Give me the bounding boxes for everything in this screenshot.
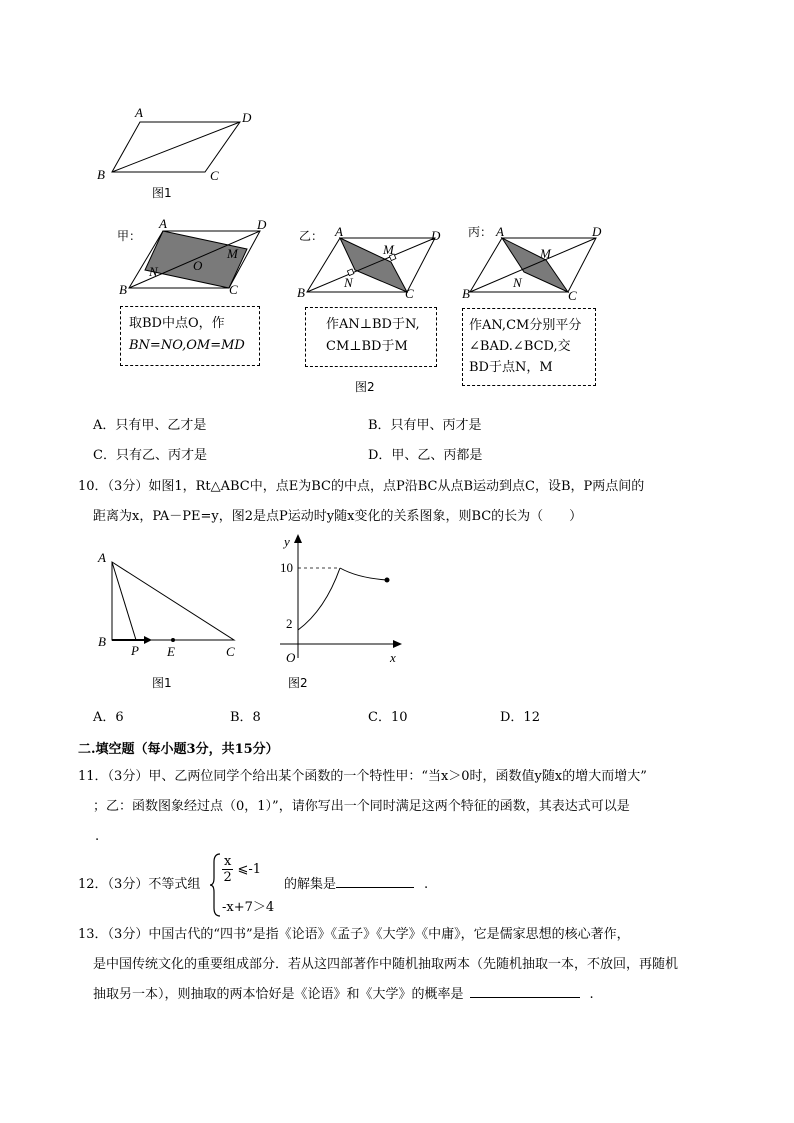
figure-2-jia (115, 216, 280, 298)
q10-option-a[interactable]: A．6 (93, 710, 124, 725)
q12-answer-blank[interactable] (336, 887, 414, 888)
yi-tag: 乙： (299, 229, 324, 243)
label-b: B (97, 167, 105, 182)
q10-label-p: P (131, 643, 139, 658)
curve-endpoint (385, 578, 390, 583)
q10-option-b[interactable]: B．8 (230, 710, 261, 725)
yi-label-a: A (335, 224, 343, 239)
q10-figure-2-graph (270, 530, 410, 690)
q12-suffix-text: 的解集是 (284, 877, 337, 892)
figure-1-parallelogram (90, 100, 280, 210)
bing-label-d: D (592, 224, 602, 239)
point-e (171, 638, 175, 642)
x-axis-arrow (393, 640, 402, 648)
figure-2-bing (460, 220, 615, 302)
bing-box-line2: ∠BAD.∠BCD,交 (469, 339, 571, 354)
q10-line1: 10．（3分）如图1，Rt△ABC中，点E为BC的中点，点P沿BC从点B运动到点C，设B，P两点间的 (78, 479, 645, 494)
yi-label-d: D (431, 228, 441, 243)
q12-brace (210, 852, 222, 918)
yi-box-line1: 作AN⊥BD于N, (326, 317, 420, 332)
q12-frac-num: x (224, 854, 232, 869)
q13-line3 (93, 986, 594, 1004)
q11-line1: 11．（3分）甲、乙两位同学个给出某个函数的一个特性甲：“当x＞0时，函数值y随x的增大而增大” (78, 769, 647, 784)
q12-inequality-2: -x+7＞4 (222, 900, 275, 915)
q10-figure-1-triangle (90, 540, 250, 690)
q9-option-b[interactable]: B．只有甲、丙才是 (368, 418, 482, 433)
q12-prefix: 12．（3分）不等式组 (78, 877, 201, 892)
q10-line2: 距离为x，PA－PE=y，图2是点P运动时y随x变化的关系图象，则BC的长为（ ） (93, 509, 583, 524)
q13-line2: 是中国传统文化的重要组成部分．若从这四部著作中随机抽取两本（先随机抽取一本，不放回，再随机 (93, 957, 679, 972)
q11-line2: ；乙：函数图象经过点（0，1）”，请你写出一个同时满足这两个特征的函数，其表达式可以是 (93, 799, 630, 814)
axis-label-y: y (284, 534, 290, 549)
yi-label-m: M (383, 242, 394, 257)
q10-figure-1-caption: 图1 (152, 676, 172, 690)
q10-label-c: C (226, 644, 235, 659)
origin-label: O (286, 650, 296, 665)
segment-ap (112, 562, 136, 640)
bing-shaded-quad (502, 238, 568, 292)
label-c: C (210, 168, 219, 183)
bing-label-a: A (496, 224, 504, 239)
label-a: A (135, 105, 143, 120)
q9-option-d[interactable]: D．甲、乙、丙都是 (368, 448, 483, 463)
q10-option-d[interactable]: D．12 (500, 710, 540, 725)
bing-label-c: C (568, 288, 577, 303)
label-d: D (242, 110, 252, 125)
jia-label-d: D (257, 217, 267, 232)
curve-falling (340, 568, 387, 580)
triangle-abc (112, 562, 234, 640)
tick-label-10: 10 (280, 560, 293, 575)
bing-label-b: B (462, 286, 470, 301)
bing-tag: 丙： (468, 225, 493, 239)
jia-description-box (120, 306, 260, 366)
jia-label-c: C (229, 282, 238, 297)
q9-option-a[interactable]: A．只有甲、乙才是 (93, 418, 207, 433)
jia-label-o: O (193, 258, 203, 273)
jia-label-b: B (119, 282, 127, 297)
q11-line3: . (95, 829, 100, 844)
bing-diagonal-bd (470, 238, 596, 292)
yi-label-c: C (405, 286, 414, 301)
diagonal-bd (112, 122, 240, 172)
curve-rising (298, 568, 340, 630)
bing-description-box (462, 308, 596, 386)
q9-option-c[interactable]: C．只有乙、丙才是 (93, 448, 207, 463)
bing-label-n: N (513, 275, 522, 290)
section-2-heading: 二.填空题（每小题3分，共15分） (78, 742, 279, 757)
figure-1-caption: 图1 (152, 186, 172, 200)
jia-tag: 甲： (117, 229, 142, 243)
axis-label-x: x (390, 650, 396, 665)
q12-ineq1-rest: ⩽-1 (237, 862, 262, 877)
jia-box-line2: BN=NO,OM=MD (129, 338, 245, 353)
yi-description-box (305, 307, 437, 367)
jia-box-line1: 取BD中点O，作 (129, 316, 225, 331)
q13-line1: 13．（3分）中国古代的“四书”是指《论语》《孟子》《大学》《中庸》，它是儒家思想的核心著作， (78, 927, 630, 942)
bing-box-line1: 作AN,CM分别平分 (469, 318, 582, 333)
yi-label-n: N (344, 275, 353, 290)
q10-figure-2-caption: 图2 (288, 676, 308, 690)
bing-box-line3: BD于点N，M (469, 360, 553, 375)
q13-answer-blank[interactable] (470, 997, 580, 998)
jia-label-m: M (227, 246, 238, 261)
figure-2-caption: 图2 (355, 380, 375, 394)
tick-label-2: 2 (286, 616, 293, 631)
q13-end: . (589, 987, 594, 1002)
q10-option-c[interactable]: C．10 (368, 710, 408, 725)
figure-2-yi (295, 222, 450, 300)
arrow-head (144, 636, 152, 644)
q10-label-a: A (98, 550, 106, 565)
q12-inequality-1 (222, 854, 261, 885)
jia-label-n: N (149, 264, 158, 279)
yi-box-line2: CM⊥BD于M (326, 339, 408, 354)
bing-label-m: M (540, 246, 551, 261)
q12-frac-den: 2 (223, 870, 232, 885)
jia-label-a: A (159, 216, 167, 231)
q10-label-b: B (98, 634, 106, 649)
q10-label-e: E (167, 644, 175, 659)
yi-label-b: B (297, 285, 305, 300)
yi-diagonal-bd (307, 238, 435, 292)
q12-end: . (424, 877, 429, 892)
q13-line3-text: 抽取另一本），则抽取的两本恰好是《论语》和《大学》的概率是 (93, 987, 464, 1002)
y-axis-arrow (294, 534, 302, 543)
q12-suffix (284, 876, 428, 894)
